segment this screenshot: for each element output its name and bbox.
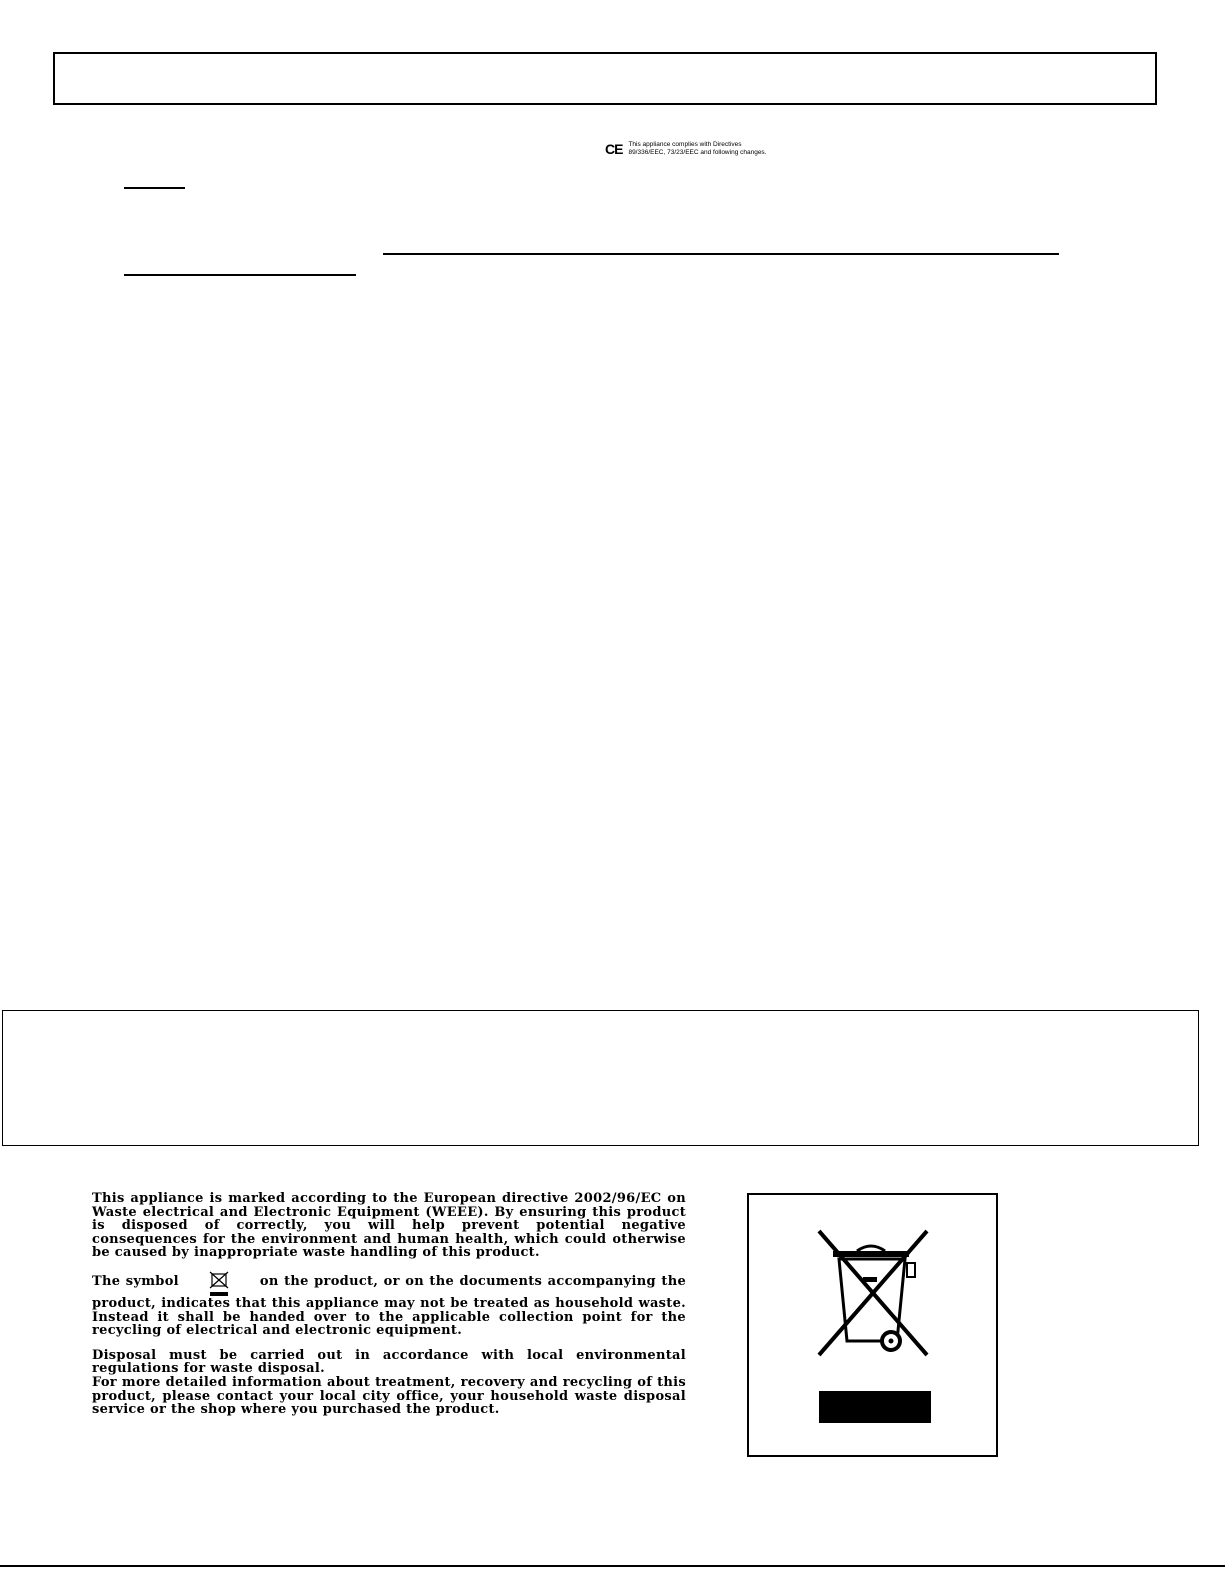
underline-3 bbox=[124, 274, 356, 276]
header-box bbox=[53, 52, 1157, 105]
weee-symbol-lead: The symbol bbox=[92, 1273, 179, 1289]
ce-compliance-note bbox=[605, 139, 767, 159]
ce-mark-icon: CE bbox=[605, 141, 623, 157]
weee-paragraph-2 bbox=[92, 1271, 686, 1338]
underline-2 bbox=[383, 253, 1059, 255]
ce-compliance-text: This appliance complies with Directives 89/336/EEC, 73/23/EEC and following changes. bbox=[628, 141, 767, 156]
footer-rule bbox=[0, 1565, 1225, 1567]
notice-box bbox=[2, 1010, 1199, 1146]
weee-notice bbox=[92, 1192, 686, 1417]
small-bin-icon bbox=[184, 1271, 254, 1297]
crossed-out-wheelie-bin-icon bbox=[809, 1223, 939, 1428]
weee-symbol-box bbox=[747, 1193, 998, 1457]
weee-paragraph-3: Disposal must be carried out in accordance with local environmental regulations for waste disposal. bbox=[92, 1347, 686, 1377]
weee-paragraph-4: For more detailed information about treatment, recovery and recycling of this product, please contact your local city office, your household waste disposal service or the shop where you purchased the product. bbox=[92, 1374, 686, 1418]
weee-symbol-rest: on the product, or on the documents accompanying the product, indicates that this appliance may not be treated as household waste. Instead it shall be handed over to the applicable collection point for the recycling of electrical and electronic equipment. bbox=[92, 1273, 687, 1339]
underline-1 bbox=[124, 187, 185, 189]
weee-paragraph-1: This appliance is marked according to the European directive 2002/96/EC on Waste electrical and Electronic Equipment (WEEE). By ensuring this product is disposed of correctly, you will help prevent potential negative consequences for the environment and human health, which could otherwise be caused by inappropriate waste handling of this product. bbox=[92, 1191, 686, 1261]
